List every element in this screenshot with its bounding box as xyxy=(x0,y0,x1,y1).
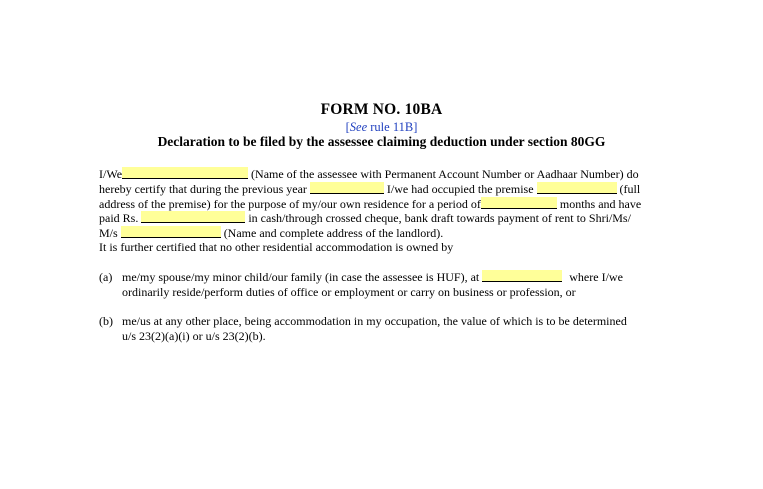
declaration-line-1 xyxy=(99,167,639,181)
declaration-line-4 xyxy=(99,211,631,225)
option-a-text: where I/we xyxy=(569,270,623,284)
option-b-marker: (b) xyxy=(99,314,113,328)
premise-address-field[interactable] xyxy=(537,182,617,194)
declaration-text: (full xyxy=(616,182,641,196)
previous-year-field[interactable] xyxy=(310,182,384,194)
rule-reference xyxy=(0,120,763,135)
declaration-text: (Name of the assessee with Permanent Account Number or Aadhaar Number) do xyxy=(248,167,639,181)
assessee-name-field[interactable] xyxy=(122,167,248,179)
declaration-text: in cash/through crossed cheque, bank draft towards payment of rent to Shri/Ms/ xyxy=(245,211,631,225)
declaration-text: I/we had occupied the premise xyxy=(383,182,534,196)
declaration-text: hereby certify that during the previous year xyxy=(99,182,307,196)
option-b-line-1: me/us at any other place, being accommodation in my occupation, the value of which is to be determined xyxy=(122,314,627,328)
declaration-line-3 xyxy=(99,197,641,211)
rule-open-bracket: [ xyxy=(345,120,350,134)
rule-text: rule 11B] xyxy=(367,120,418,134)
landlord-name-field[interactable] xyxy=(121,226,221,238)
declaration-text: months and have xyxy=(556,197,642,211)
rental-period-field[interactable] xyxy=(481,197,557,209)
option-a-text: me/my spouse/my minor child/our family (in case the assessee is HUF), at xyxy=(122,270,480,284)
declaration-line-6: It is further certified that no other residential accommodation is owned by xyxy=(99,240,454,254)
declaration-text: I/We xyxy=(99,167,123,181)
option-a-line-2: ordinarily reside/perform duties of office or employment or carry on business or profession, or xyxy=(122,285,576,299)
declaration-line-2 xyxy=(99,182,640,196)
form-subtitle: Declaration to be filed by the assessee claiming deduction under section 80GG xyxy=(157,134,606,149)
declaration-text: paid Rs. xyxy=(99,211,139,225)
rule-see: See xyxy=(349,120,368,134)
option-b-line-2: u/s 23(2)(a)(i) or u/s 23(2)(b). xyxy=(122,329,266,343)
declaration-text: (Name and complete address of the landlord). xyxy=(220,226,444,240)
residence-place-field[interactable] xyxy=(482,270,562,282)
form-title: FORM NO. 10BA xyxy=(320,101,443,118)
declaration-line-5 xyxy=(99,226,443,240)
declaration-text: address of the premise) for the purpose of my/our own residence for a period of xyxy=(99,197,481,211)
declaration-text: M/s xyxy=(99,226,118,240)
option-a-marker: (a) xyxy=(99,270,113,284)
option-a-line-1 xyxy=(122,270,623,284)
rent-amount-field[interactable] xyxy=(141,211,245,223)
